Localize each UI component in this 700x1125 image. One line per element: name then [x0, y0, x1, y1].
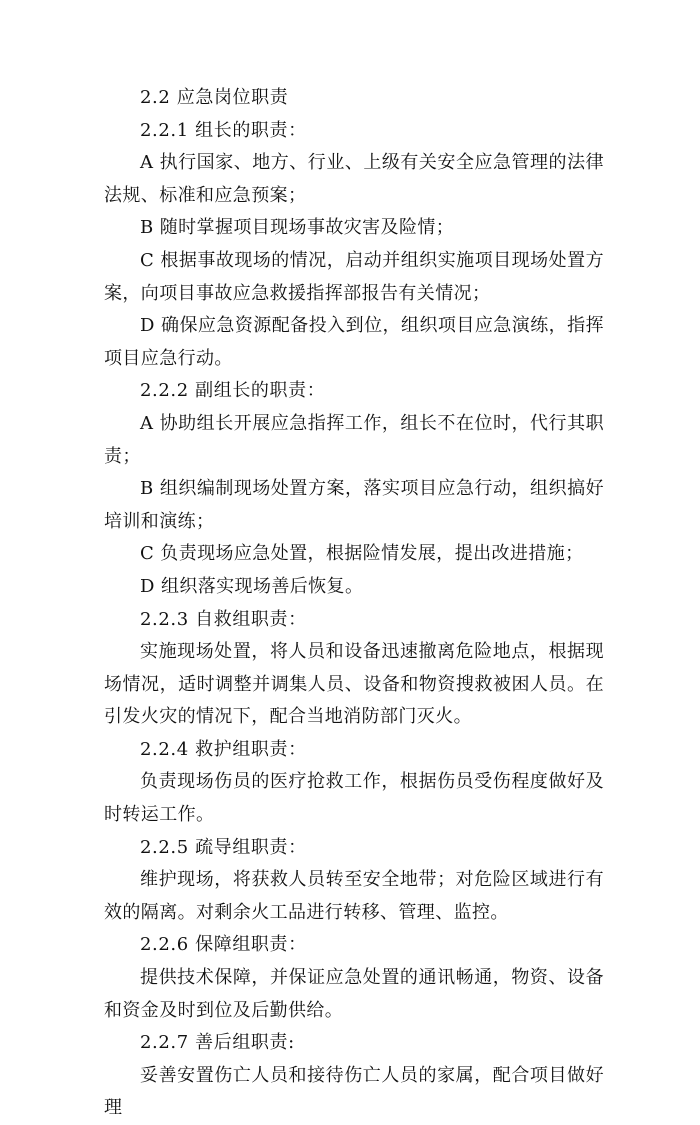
subsection-heading: 2.2.1 组长的职责：	[140, 119, 307, 141]
body-paragraph: 妥善安置伤亡人员和接待伤亡人员的家属，配合项目做好理	[104, 1064, 604, 1119]
list-item: C 负责现场应急处置，根据险情发展，提出改进措施；	[140, 543, 584, 565]
list-item: B 随时掌握项目现场事故灾害及险情；	[140, 217, 455, 239]
subsection-heading: 2.2.2 副组长的职责：	[140, 380, 326, 402]
subsection-heading: 2.2.4 救护组职责：	[140, 738, 307, 760]
list-item: D 确保应急资源配备投入到位，组织项目应急演练，指挥项目应急行动。	[104, 315, 604, 369]
list-item: D 组织落实现场善后恢复。	[140, 575, 364, 597]
body-paragraph: 维护现场，将获救人员转至安全地带；对危险区域进行有效的隔离。对剩余火工品进行转移、管理、监控。	[104, 869, 604, 923]
list-item: A 协助组长开展应急指挥工作，组长不在位时，代行其职责；	[104, 412, 604, 467]
subsection-heading: 2.2.5 疏导组职责：	[140, 836, 307, 858]
list-item: C 根据事故现场的情况，启动并组织实施项目现场处置方案，向项目事故应急救援指挥部报告有关情况；	[104, 249, 604, 304]
body-paragraph: 提供技术保障，并保证应急处置的通讯畅通，物资、设备和资金及时到位及后勤供给。	[104, 967, 604, 1021]
document-body	[104, 82, 604, 1125]
subsection-heading: 2.2.3 自救组职责：	[140, 608, 307, 630]
body-paragraph: 实施现场处置，将人员和设备迅速撤离危险地点，根据现场情况，适时调整并调集人员、设备和物资搜救被困人员。在引发火灾的情况下，配合当地消防部门灭火。	[104, 641, 604, 728]
subsection-heading: 2.2.7 善后组职责:	[140, 1032, 295, 1054]
section-heading: 2.2 应急岗位职责	[140, 87, 289, 108]
list-item: A 执行国家、地方、行业、上级有关安全应急管理的法律法规、标准和应急预案；	[104, 152, 604, 206]
subsection-heading: 2.2.6 保障组职责：	[140, 934, 307, 956]
body-paragraph: 负责现场伤员的医疗抢救工作，根据伤员受伤程度做好及时转运工作。	[104, 771, 604, 826]
list-item: B 组织编制现场处置方案，落实项目应急行动，组织搞好培训和演练；	[104, 478, 604, 532]
